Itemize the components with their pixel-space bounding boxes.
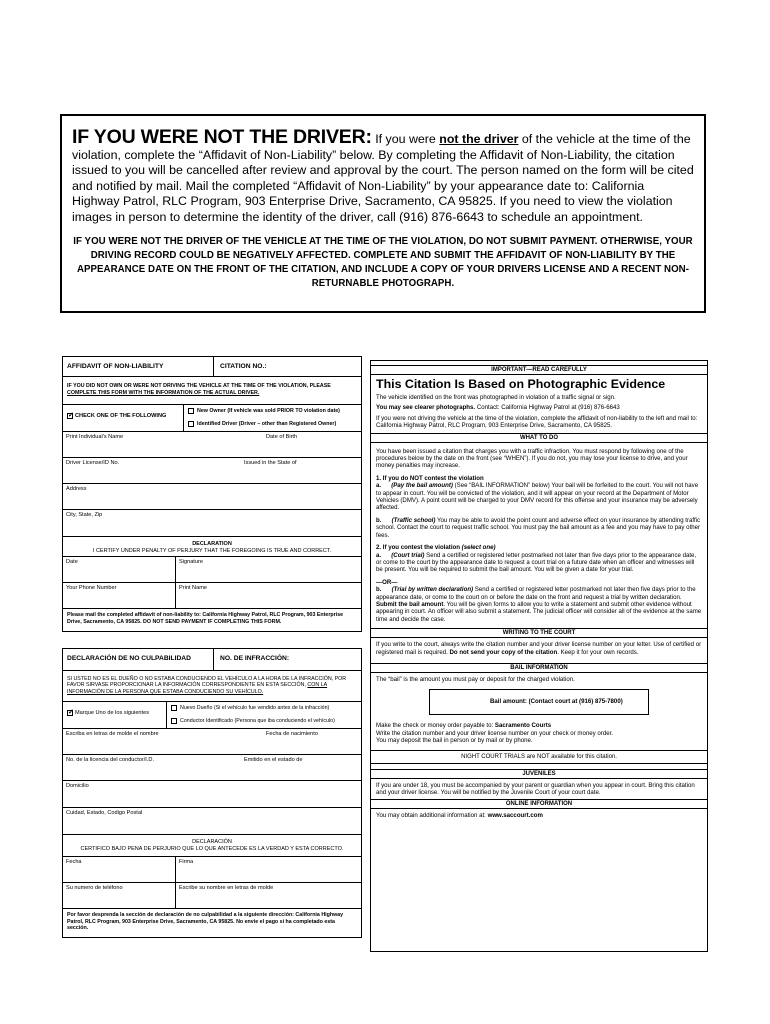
check-one-checkbox[interactable] bbox=[67, 413, 73, 419]
es-phone-row bbox=[63, 883, 361, 909]
declaration bbox=[63, 537, 361, 555]
writing-text-1: If you write to the court, always write the citation number and your driver license number on your letter. Use of certified or registered mail is required. bbox=[376, 641, 702, 656]
es-new-owner-checkbox[interactable] bbox=[171, 705, 177, 711]
writing-text-2: . Keep it for your own records. bbox=[557, 648, 639, 656]
section-2a-text: Send a certified or registered letter postmarked not later than five days prior to the appearance date, or come to the court by the appearance date to request a court trial on a future date when an officer and witnesses will be present. You will be required to submit the bail amount. You will be given a date for your trial. bbox=[376, 551, 697, 574]
es-mail-note-row bbox=[63, 909, 361, 937]
section-1a-text: (See “BAIL INFORMATION” below) Your bail will be forfeited to the court. You will not have to appear in court. You will be convicted of the violation, and it will appear on your record at the Department of Motor Vehicles (DMV). A point count will be charged to your DMV record for this offense and your insurance may be adversely affected. bbox=[376, 482, 699, 512]
es-declaration bbox=[63, 835, 361, 853]
notice-not-driver: not the driver bbox=[439, 132, 519, 146]
section-2a-label: a. bbox=[376, 551, 382, 559]
section-2a bbox=[371, 552, 707, 574]
es-date-label: Fecha bbox=[66, 859, 82, 865]
affidavit-english bbox=[62, 356, 362, 632]
section-2b-text-2: . You will be given forms to allow you to write a statement and submit other evidence without appearing in court. An officer will also submit a statement. The judicial officer will consider all of the evidence at the same time and decide the case. bbox=[376, 600, 702, 623]
es-phone-label: Su numero de teléfono bbox=[66, 885, 123, 891]
payable-text bbox=[371, 722, 707, 729]
info-p1: The vehicle identified on the front was photographed in violation of a traffic signal or sign. bbox=[376, 394, 616, 401]
bail-info-band: BAIL INFORMATION bbox=[371, 663, 707, 673]
section-1b-head: (Traffic school) bbox=[391, 516, 436, 524]
print-name-2-field[interactable] bbox=[175, 583, 361, 608]
affidavit-header-row bbox=[63, 357, 361, 377]
es-signature-field[interactable] bbox=[175, 857, 361, 882]
es-license-row bbox=[63, 755, 361, 781]
important-band: IMPORTANT—READ CAREFULLY bbox=[371, 365, 707, 375]
es-check-one-row bbox=[63, 702, 361, 729]
notice-intro-1: If you were bbox=[375, 132, 436, 146]
date-signature-row bbox=[63, 557, 361, 583]
online-url-link[interactable]: www.saccourt.com bbox=[487, 812, 543, 820]
es-address-label: Domicilio bbox=[66, 783, 89, 789]
es-instruction-text-1: SI USTED NO ES EL DUEÑO O NO ESTABA CONDUCIENDO EL VEHÍCULO A LA HORA DE LA INFRACCIÓN, POR FAVOR SIRVASE PROPORCIONAR LA INFORMACIÓN CORRESPONDIENTE EN ESTA SECCIÓN, bbox=[67, 676, 347, 689]
es-date-signature-row bbox=[63, 857, 361, 883]
es-license-label: No. de la licencia del conductor/I.D. bbox=[66, 757, 154, 763]
es-print-name-field[interactable] bbox=[63, 729, 263, 754]
new-owner-label: New Owner (If vehicle was sold PRIOR TO violation date) bbox=[197, 408, 340, 414]
es-check-one-checkbox[interactable] bbox=[67, 710, 73, 716]
section-2b bbox=[371, 586, 707, 623]
photo-evidence-headline: This Citation Is Based on Photographic Evidence bbox=[376, 377, 666, 391]
es-identified-driver-checkbox[interactable] bbox=[171, 718, 177, 724]
mail-note-row bbox=[63, 609, 361, 631]
es-issued-state-label: Emitido en el estado de bbox=[244, 757, 303, 763]
es-name-row bbox=[63, 729, 361, 755]
phone-field[interactable] bbox=[63, 583, 175, 608]
es-header-row bbox=[63, 649, 361, 671]
section-1b bbox=[371, 517, 707, 539]
es-declaration-title: DECLARACIÓN bbox=[192, 839, 232, 845]
phone-row bbox=[63, 583, 361, 609]
section-1b-label: b. bbox=[376, 516, 382, 524]
driver-notice-box bbox=[60, 114, 706, 313]
online-band: ONLINE INFORMATION bbox=[371, 799, 707, 809]
es-citation-no-label: NO. DE INFRACCIÓN: bbox=[220, 655, 290, 662]
writing-bold: Do not send your copy of the citation bbox=[449, 648, 558, 656]
what-to-do-band: WHAT TO DO bbox=[371, 433, 707, 443]
es-print-name-label: Escriba en letras de molde el nombre bbox=[66, 731, 159, 737]
date-label: Date bbox=[66, 559, 78, 565]
what-to-do-text: You have been issued a citation that charges you with a traffic infraction. You must respond by following one of the procedures below by the date on the front (see “WHEN”). If you do not, you may lose your license to drive, and your money penalties may increase. bbox=[376, 447, 688, 470]
notice-intro bbox=[72, 126, 694, 226]
es-dob-label: Fecha de nacimiento bbox=[266, 731, 318, 737]
bail-text: The “bail” is the amount you must pay or deposit for the charged violation. bbox=[376, 675, 575, 683]
section-2-title-text: 2. If you contest the violation bbox=[376, 544, 460, 552]
section-2b-head: (Trial by written declaration) bbox=[391, 586, 474, 594]
affidavit-instruction bbox=[63, 377, 361, 397]
payable-text-1: Make the check or money order payable to: bbox=[376, 722, 494, 730]
declaration-text: I CERTIFY UNDER PENALTY OF PERJURY THAT THE FOREGOING IS TRUE AND CORRECT. bbox=[92, 548, 332, 554]
license-row bbox=[63, 458, 361, 484]
check-one-label: CHECK ONE OF THE FOLLOWING bbox=[75, 413, 167, 419]
es-date-field[interactable] bbox=[63, 857, 175, 882]
date-field[interactable] bbox=[63, 557, 175, 582]
es-license-field[interactable] bbox=[63, 755, 241, 780]
info-p2-text: Contact: California Highway Patrol at (916) 876-6643 bbox=[476, 404, 620, 412]
es-address-field[interactable] bbox=[63, 781, 361, 808]
address-field[interactable] bbox=[63, 484, 361, 510]
name-row bbox=[63, 432, 361, 458]
check-one-row bbox=[63, 405, 361, 432]
option-new-owner[interactable] bbox=[188, 408, 340, 414]
es-print-name-2-label: Escribe su nombre en letras de molde bbox=[179, 885, 274, 891]
es-print-name-2-field[interactable] bbox=[175, 883, 361, 908]
writing-text bbox=[371, 641, 707, 656]
online-text bbox=[371, 812, 707, 819]
night-court-band: NIGHT COURT TRIALS are NOT available for this citation. bbox=[371, 750, 707, 764]
es-new-owner-label: Nuevo Dueño (Si el vehículo fue vendido antes de la infracción) bbox=[180, 705, 330, 711]
affidavit-spanish bbox=[62, 648, 362, 938]
es-title: DECLARACIÓN DE NO CULPABILIDAD bbox=[67, 655, 191, 662]
dob-label: Date of Birth bbox=[266, 434, 298, 440]
signature-label: Signature bbox=[179, 559, 203, 565]
section-2-title bbox=[371, 544, 707, 551]
citation-no-label: CITATION NO.: bbox=[220, 363, 267, 370]
payable-bold: Sacramento Courts bbox=[494, 722, 552, 730]
instruction-text-1: IF YOU DID NOT OWN OR WERE NOT DRIVING THE VEHICLE AT THE TIME OF THE VIOLATION, PLEASE bbox=[67, 383, 331, 389]
es-issued-state-field[interactable] bbox=[241, 755, 361, 780]
declaration-row bbox=[63, 537, 361, 557]
es-phone-field[interactable] bbox=[63, 883, 175, 908]
issued-state-label: Issued in the State of bbox=[244, 460, 297, 466]
es-city-field[interactable] bbox=[63, 808, 361, 835]
notice-warning: IF YOU WERE NOT THE DRIVER OF THE VEHICLE AT THE TIME OF THE VIOLATION, DO NOT SUBMIT PAYMENT. OTHERWISE, YOUR DRIVING RECORD COULD BE NEGATIVELY AFFECTED. COMPLETE AND SUBMIT THE AFFIDAVIT OF NON-LIABILITY BY THE APPEARANCE DATE ON THE FRONT OF THE CITATION, AND INCLUDE A COPY OF YOUR DRIVERS LICENSE AND A RECENT NON-RETURNABLE PHOTOGRAPH. bbox=[73, 235, 693, 289]
affidavit-instruction-row bbox=[63, 377, 361, 405]
es-city-label: Cuidad, Estado, Codigo Postal bbox=[66, 810, 143, 816]
es-declaration-text: CERTIFICO BAJO PENA DE PERJURIO QUE LO QUE ANTECEDE ES LA VERDAD Y ESTA CORRECTO. bbox=[80, 846, 344, 852]
citation-no-field[interactable] bbox=[213, 357, 361, 376]
section-2b-text-1: Send a certified or registered letter postmarked not later then five days prior to the appearance date, or come to the court on or before the date on the front and request a trial by written declaration. bbox=[376, 586, 696, 601]
es-mail-note: Por favor desprenda la sección de declaración de no culpabilidad a la siguiente dirección: California Highway Patrol, RLC Program, 903 Enterprise Drive, Sacramento, CA 95825. No envie el pago si ha completado esta sección. bbox=[67, 912, 344, 932]
print-name-2-label: Print Name bbox=[179, 585, 207, 591]
dob-field[interactable] bbox=[263, 432, 361, 457]
section-1a-head: (Pay the bail amount) bbox=[391, 482, 453, 490]
instruction-text-2: COMPLETE THIS FORM WITH THE INFORMATION OF THE ACTUAL DRIVER. bbox=[67, 389, 260, 396]
citation-info-panel bbox=[370, 360, 708, 952]
es-option-new-owner[interactable] bbox=[171, 705, 329, 711]
signature-field[interactable] bbox=[175, 557, 361, 582]
phone-label: Your Phone Number bbox=[66, 585, 117, 591]
es-instruction bbox=[63, 671, 361, 695]
city-field[interactable] bbox=[63, 510, 361, 537]
print-name-label: Print Individual’s Name bbox=[66, 434, 124, 440]
mail-note: Please mail the completed affidavit of non-liability to: California Highway Patrol, RLC Program, 903 Enterprise Drive, Sacramento, CA 95825. DO NOT SEND PAYMENT IF COMPLETING THIS FORM. bbox=[67, 612, 344, 625]
es-declaration-row bbox=[63, 835, 361, 857]
section-1a-label: a. bbox=[376, 482, 382, 490]
print-name-field[interactable] bbox=[63, 432, 263, 457]
section-2b-bold: Submit the bail amount bbox=[376, 600, 444, 608]
es-check-one-label: Marque Uno de los siguientes bbox=[75, 710, 150, 716]
info-p2 bbox=[371, 404, 707, 411]
notice-intro-2: of the vehicle at the time of the violation, complete the “Affidavit of Non-Liability” below. By completing the Affidavit of Non-Liability, the citation issued to you will be cancelled after review and approval by the court. The person named on the form will be cited and notified by mail. Mail the completed “Affidavit of Non-Liability” by your appearance date to: California Highway Patrol, RLC Program, 903 Enterprise Drive, Sacramento, CA 95825. If you need to view the violation images in person to determine the identity of the driver, call (916) 876-6643 to schedule an appointment. bbox=[72, 132, 694, 224]
or-divider bbox=[371, 579, 707, 586]
section-2b-label: b. bbox=[376, 586, 382, 594]
online-text-label: You may obtain additional information at: bbox=[376, 812, 486, 820]
section-1a bbox=[371, 482, 707, 512]
info-p3: If you were not driving the vehicle at the time of the violation, complete the affidavit of non-liability to the left and mail to: California Highway Patrol, RLC Program, 903 Enterprise Drive, Sacramento, CA 95825. bbox=[376, 414, 698, 430]
new-owner-checkbox[interactable] bbox=[188, 408, 194, 414]
city-label: City, State, Zip bbox=[66, 512, 103, 518]
license-field[interactable] bbox=[63, 458, 241, 483]
es-instruction-text-2: CON LA INFORMACIÓN DE LA PERSONA QUE ESTABA CONDUCIENDO SU VEHÍCULO. bbox=[67, 682, 328, 695]
affidavit-title: AFFIDAVIT OF NON-LIABILITY bbox=[67, 363, 164, 370]
license-label: Driver License/ID No. bbox=[66, 460, 120, 466]
section-2-select: (select one) bbox=[461, 544, 496, 552]
check-one bbox=[67, 413, 166, 419]
identified-driver-checkbox[interactable] bbox=[188, 421, 194, 427]
juveniles-text: If you are under 18, you must be accompanied by your parent or guardian when you appear in court. Bring this citation and your driver license. You will be notified by the Juvenile Court of your court date. bbox=[376, 781, 695, 796]
es-instruction-row bbox=[63, 671, 361, 702]
or-text: —OR— bbox=[376, 578, 398, 586]
address-label: Address bbox=[66, 486, 87, 492]
declaration-title: DECLARATION bbox=[192, 541, 232, 547]
es-citation-no-field[interactable] bbox=[213, 649, 361, 670]
section-1b-text: You may be able to avoid the point count and adverse effect on your insurance by attending traffic school. Contact the court to request traffic school. You must pay the bail amount as a fee and you may have to pay other fees. bbox=[376, 516, 701, 539]
bail-amount-box: Bail amount: (Contact court at (916) 875-7800) bbox=[429, 689, 649, 715]
es-option-identified-driver[interactable] bbox=[171, 718, 335, 724]
es-identified-driver-label: Conductor Identificado (Persona que iba conduciendo el vehículo) bbox=[180, 718, 335, 724]
issued-state-field[interactable] bbox=[241, 458, 361, 483]
es-signature-label: Firma bbox=[179, 859, 194, 865]
section-2a-head: (Court trial) bbox=[391, 551, 425, 559]
es-check-one bbox=[67, 710, 149, 716]
juveniles-band: JUVENILES bbox=[371, 769, 707, 779]
option-identified-driver[interactable] bbox=[188, 421, 336, 427]
payable-text-3: You may deposit the bail in person or by mail or by phone. bbox=[376, 737, 533, 745]
payable-text-2: Write the citation number and your driver license number on your check or money order. bbox=[376, 729, 613, 737]
notice-heading: IF YOU WERE NOT THE DRIVER: bbox=[72, 126, 372, 148]
section-1-title-text: 1. If you do NOT contest the violation bbox=[376, 474, 484, 482]
writing-band: WRITING TO THE COURT bbox=[371, 628, 707, 638]
es-dob-field[interactable] bbox=[263, 729, 361, 754]
info-p2-bold: You may see clearer photographs. bbox=[376, 404, 476, 412]
identified-driver-label: Identified Driver (Driver – other than Registered Owner) bbox=[197, 421, 337, 427]
section-1-title bbox=[371, 475, 707, 482]
